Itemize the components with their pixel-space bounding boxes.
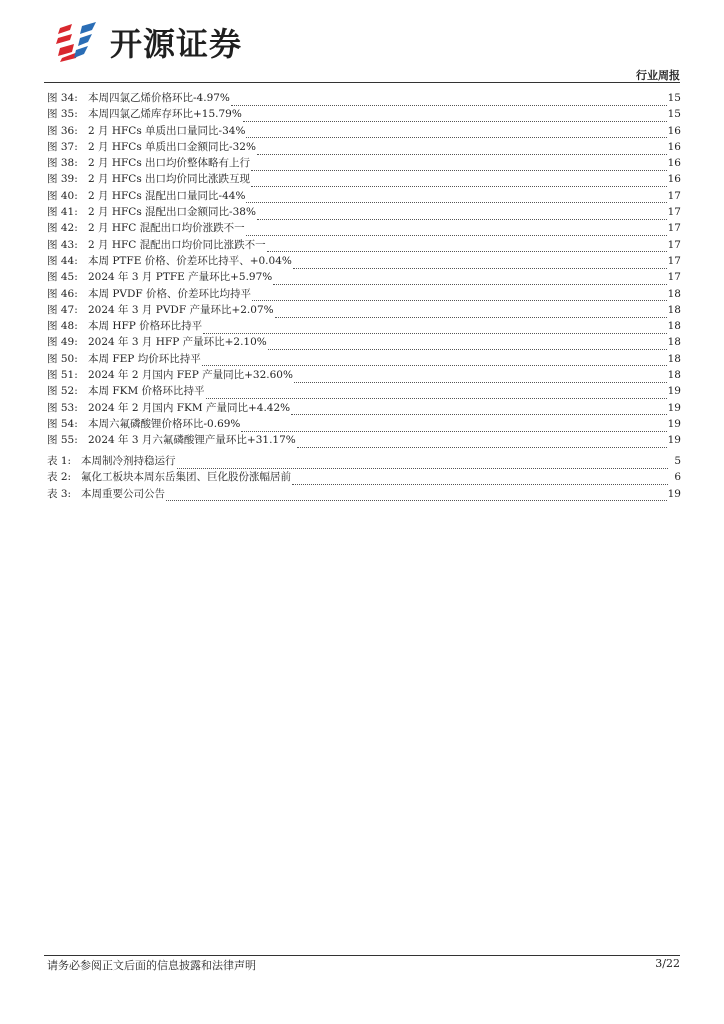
table-entry-title: 本周制冷剂持稳运行: [81, 455, 176, 467]
figure-entry-leader-dots: [291, 404, 667, 415]
figure-entry-leader-dots: [252, 290, 667, 301]
figure-entry-label: 图 39:: [47, 173, 78, 186]
figure-entry-leader-dots: [203, 323, 666, 334]
figure-entry[interactable]: [47, 269, 681, 285]
figure-entry[interactable]: [47, 383, 681, 399]
figure-entry-leader-dots: [267, 241, 667, 252]
figure-entry-title: 2 月 HFC 混配出口均价涨跌不一: [88, 222, 245, 235]
figure-entry-leader-dots: [246, 192, 666, 203]
footer-disclaimer: 请务必参阅正文后面的信息披露和法律声明: [47, 959, 256, 972]
figure-entry[interactable]: [47, 188, 681, 204]
page-number: 3/22: [655, 957, 680, 970]
figure-entry-leader-dots: [243, 111, 667, 122]
logo-mark-icon: [56, 22, 102, 62]
document-type-label: 行业周报: [636, 69, 680, 82]
figure-entry-label: 图 54:: [47, 417, 78, 430]
figure-entry-label: 图 34:: [47, 92, 78, 104]
table-entry-page: 5: [674, 455, 681, 467]
figure-entry[interactable]: [47, 400, 681, 416]
company-name: 开源证券: [110, 25, 243, 63]
figure-entry-title: 2024 年 2 月国内 FKM 产量同比+4.42%: [88, 401, 291, 414]
figure-entry-leader-dots: [257, 209, 667, 220]
figure-entry-title: 2 月 HFCs 出口均价同比涨跌互现: [88, 173, 251, 186]
figure-entry[interactable]: [47, 123, 681, 139]
figure-entry[interactable]: [47, 220, 681, 236]
figure-entry-leader-dots: [202, 355, 667, 366]
figure-entry-leader-dots: [251, 160, 667, 171]
figure-entry-leader-dots: [241, 421, 666, 432]
figure-entry-title: 本周六氟磷酸锂价格环比-0.69%: [88, 417, 241, 430]
figure-entry-title: 2024 年 3 月六氟磷酸锂产量环比+31.17%: [88, 434, 296, 447]
table-entry-leader-dots: [177, 458, 669, 469]
figure-entry-label: 图 51:: [47, 369, 78, 382]
figure-entry-page: 17: [667, 222, 681, 235]
figure-entry-leader-dots: [268, 339, 667, 350]
figure-entry-page: 19: [667, 401, 681, 414]
figure-entry-title: 2 月 HFCs 混配出口量同比-44%: [88, 189, 246, 202]
header-divider: [44, 82, 680, 83]
figure-entry[interactable]: [47, 286, 681, 302]
figure-entry-page: 18: [667, 336, 681, 349]
figure-entry-label: 图 52:: [47, 385, 78, 398]
figure-entry-title: 2 月 HFCs 单质出口量同比-34%: [88, 124, 246, 137]
figure-entry-title: 2 月 HFCs 单质出口金额同比-32%: [88, 140, 256, 153]
figure-entry-label: 图 37:: [47, 140, 78, 153]
table-entry[interactable]: [47, 469, 681, 485]
figure-entry-leader-dots: [231, 95, 667, 106]
figure-entry[interactable]: [47, 139, 681, 155]
figure-entry-page: 18: [667, 352, 681, 365]
figure-entry-label: 图 53:: [47, 401, 78, 414]
figure-entry-title: 2 月 HFCs 出口均价整体略有上行: [88, 157, 251, 170]
table-entry-label: 表 1:: [47, 455, 72, 467]
figure-entry-leader-dots: [257, 144, 667, 155]
figure-entry-leader-dots: [294, 372, 667, 383]
figure-entry-leader-dots: [297, 437, 667, 448]
figure-entry-leader-dots: [246, 127, 666, 138]
figure-entry[interactable]: [47, 155, 681, 171]
figure-entry-label: 图 35:: [47, 108, 78, 121]
figure-entry-page: 18: [667, 287, 681, 300]
figure-entry-title: 本周 FKM 价格环比持平: [88, 385, 205, 398]
figure-entry-label: 图 50:: [47, 352, 78, 365]
figure-entry-label: 图 46:: [47, 287, 78, 300]
figure-entry-title: 2024 年 3 月 PVDF 产量环比+2.07%: [88, 303, 274, 316]
figure-entry-page: 16: [667, 173, 681, 186]
figure-entry-page: 15: [667, 108, 681, 121]
figure-entry-leader-dots: [251, 176, 667, 187]
company-logo: [56, 20, 242, 64]
figure-entry-label: 图 47:: [47, 303, 78, 316]
figure-entry-page: 17: [667, 238, 681, 251]
figure-entry-label: 图 38:: [47, 157, 78, 170]
table-entry-title: 本周重要公司公告: [81, 487, 165, 500]
table-entry[interactable]: [47, 486, 681, 502]
figure-entry-label: 图 48:: [47, 320, 78, 333]
figure-entry[interactable]: [47, 432, 681, 448]
figure-entry-label: 图 41:: [47, 206, 78, 219]
figure-entry[interactable]: [47, 367, 681, 383]
figure-entry-title: 本周 PTFE 价格、价差环比持平、+0.04%: [88, 254, 292, 267]
table-list: [47, 453, 681, 502]
figure-entry-label: 图 45:: [47, 271, 78, 284]
table-entry-title: 氟化工板块本周东岳集团、巨化股份涨幅居前: [81, 471, 291, 484]
figure-entry-title: 本周四氯乙烯库存环比+15.79%: [88, 108, 242, 121]
figure-entry[interactable]: [47, 253, 681, 269]
figure-entry-title: 2024 年 3 月 PTFE 产量环比+5.97%: [88, 271, 273, 284]
figure-entry[interactable]: [47, 318, 681, 334]
figure-entry-title: 2 月 HFC 混配出口均价同比涨跌不一: [88, 238, 266, 251]
figure-entry[interactable]: [47, 90, 681, 106]
figure-entry[interactable]: [47, 106, 681, 122]
figure-entry[interactable]: [47, 237, 681, 253]
figure-entry-leader-dots: [275, 307, 667, 318]
figure-entry-page: 15: [667, 92, 681, 104]
table-entry-leader-dots: [166, 490, 667, 501]
figure-entry-title: 2024 年 2 月国内 FEP 产量同比+32.60%: [88, 369, 293, 382]
table-entry-label: 表 3:: [47, 487, 72, 500]
figure-entry-label: 图 44:: [47, 254, 78, 267]
figure-entry-title: 2024 年 3 月 HFP 产量环比+2.10%: [88, 336, 267, 349]
figure-entry-title: 本周 PVDF 价格、价差环比均持平: [88, 287, 252, 300]
figure-entry-label: 图 36:: [47, 124, 78, 137]
figure-list: [47, 90, 681, 449]
table-entry-page: 6: [674, 471, 681, 484]
figure-entry-page: 17: [667, 254, 681, 267]
figure-entry-page: 17: [667, 206, 681, 219]
figure-entry-page: 16: [667, 157, 681, 170]
figure-entry-title: 2 月 HFCs 混配出口金额同比-38%: [88, 206, 256, 219]
figure-entry[interactable]: [47, 416, 681, 432]
table-entry-label: 表 2:: [47, 471, 72, 484]
figure-entry[interactable]: [47, 171, 681, 187]
figure-entry-page: 18: [667, 303, 681, 316]
figure-entry-leader-dots: [206, 388, 667, 399]
figure-entry[interactable]: [47, 351, 681, 367]
table-entry-leader-dots: [292, 474, 668, 485]
figure-entry-label: 图 40:: [47, 189, 78, 202]
figure-entry-label: 图 42:: [47, 222, 78, 235]
figure-entry-page: 17: [667, 189, 681, 202]
figure-entry-page: 18: [667, 369, 681, 382]
table-entry[interactable]: [47, 453, 681, 469]
figure-entry-leader-dots: [246, 225, 667, 236]
figure-entry-page: 16: [667, 140, 681, 153]
figure-entry-label: 图 43:: [47, 238, 78, 251]
figure-entry-title: 本周 HFP 价格环比持平: [88, 320, 203, 333]
figure-entry-page: 19: [667, 385, 681, 398]
footer-divider: [44, 955, 680, 956]
figure-entry-page: 16: [667, 124, 681, 137]
figure-entry-page: 17: [667, 271, 681, 284]
figure-entry[interactable]: [47, 302, 681, 318]
figure-entry-leader-dots: [293, 258, 667, 269]
figure-entry-label: 图 55:: [47, 434, 78, 447]
table-entry-page: 19: [667, 487, 681, 500]
figure-entry-label: 图 49:: [47, 336, 78, 349]
figure-entry-page: 18: [667, 320, 681, 333]
figure-entry-page: 19: [667, 434, 681, 447]
figure-entry-title: 本周 FEP 均价环比持平: [88, 352, 201, 365]
figure-entry-title: 本周四氯乙烯价格环比-4.97%: [88, 92, 230, 104]
figure-entry[interactable]: [47, 204, 681, 220]
figure-entry[interactable]: [47, 334, 681, 350]
figure-entry-leader-dots: [273, 274, 666, 285]
figure-entry-page: 19: [667, 417, 681, 430]
